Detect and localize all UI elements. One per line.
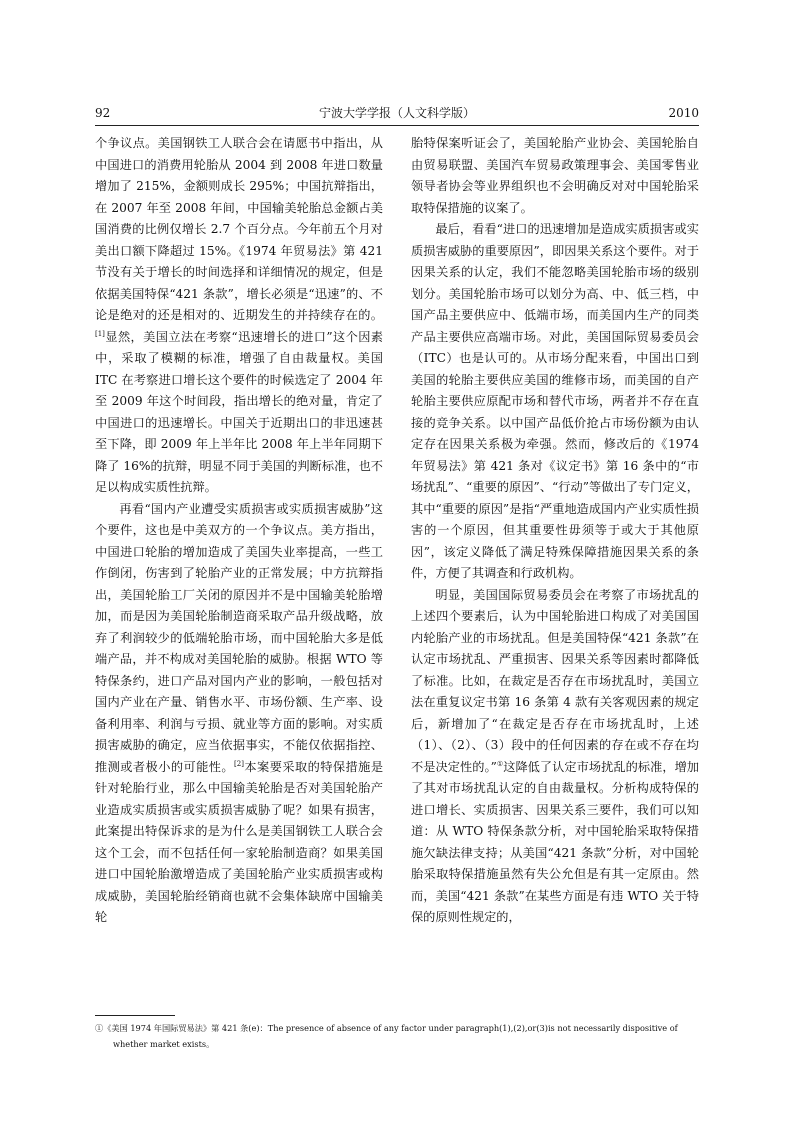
- paragraph: 胎特保案听证会了，美国轮胎产业协会、美国轮胎自由贸易联盟、美国汽车贸易政策理事会、美国零售业领导者协会等业界组织也不会明确反对对中国轮胎采取特保措施的议案了。: [411, 136, 699, 215]
- journal-title: 宁波大学学报（人文科学版）: [318, 106, 475, 120]
- paragraph-text: 本案要采取的特保措施是针对轮胎行业，那么中国输美轮胎是否对美国轮胎产业造成实质损害或实质损害威胁了呢？如果有损害，此案提出特保诉求的是为什么是美国钢铁工人联合会这个工会，而不包括任何一家轮胎制造商？如果美国进口中国轮胎激增造成了美国轮胎产业实质损害或构成威胁，美国轮胎经销商也就不会集体缺席中国输美轮: [95, 759, 384, 924]
- paragraph-text: 显然，美国立法在考察“迅速增长的进口”这个因素中，采取了模糊的标准，增强了自由裁量权。美国 ITC 在考察进口增长这个要件的时候选定了 2004 年至 2009 年这个时间段，指出增长的绝对量，肯定了中国进口的迅速增长。中国关于近期出口的非迅速甚至下降，即 2009 年上半年比 2008 年上半年同期下降了 16%的抗辩，明显不同于美国的判断标准，也不足以构成实质性抗辩。: [95, 329, 383, 494]
- paragraph-text: 明显，美国国际贸易委员会在考察了市场扰乱的上述四个要素后，认为中国轮胎进口构成了对美国国内轮胎产业的市场扰乱。但是美国特保“421 条款”在认定市场扰乱、严重损害、因果关系等因素时都降低了标准。比如，在裁定是否存在市场扰乱时，美国立法在重复议定书第 16 条第 4 款有关客观因素的规定后，新增加了“在裁定是否存在市场扰乱时，上述（1）、（2）、（3）段中的任何因素的存在或不存在均不是决定性的。”: [411, 587, 699, 774]
- footnote-rule: [95, 1015, 175, 1016]
- header-rule: [95, 125, 699, 126]
- paragraph-text: 这降低了认定市场扰乱的标准，增加了其对市场扰乱认定的自由裁量权。分析构成特保的进口增长、实质损害、因果关系三要件，我们可以知道：从 WTO 特保条款分析，对中国轮胎采取特保措施欠缺法律支持；从美国“421 条款”分析，对中国轮胎采取特保措施虽然有失公允但是有其一定原由。然而，美国“421 条款”在某些方面是有违 WTO 关于特保的原则性规定的，: [411, 759, 699, 924]
- publication-year: 2010: [668, 106, 699, 120]
- paragraph: [95, 499, 383, 929]
- paragraph-text: 再看“国内产业遭受实质损害或实质损害威胁”这个要件，这也是中美双方的一个争议点。美方指出，中国进口轮胎的增加造成了美国失业率提高，一些工作倒闭，伤害到了轮胎产业的正常发展；中方抗辩指出，美国轮胎工厂关闭的原因并不是中国输美轮胎增加，而是因为美国轮胎制造商采取产品升级战略，放弃了利润较少的低端轮胎市场，而中国轮胎大多是低端产品，并不构成对美国轮胎的威胁。根据 WTO 等特保条约，进口产品对国内产业的影响，一般包括对国内产业在产量、销售水平、市场份额、生产率、设备利用率、利润与亏损、就业等方面的影响。对实质损害威胁的确定，应当依据事实，不能仅依据指控、推测或者极小的可能性。: [95, 501, 383, 774]
- paragraph: [411, 585, 699, 929]
- citation-mark: [1]: [95, 329, 105, 338]
- left-column: [95, 133, 383, 929]
- right-column: [411, 133, 699, 929]
- footnote-line: ①《美国 1974 年国际贸易法》第 421 条(e)：The presence of absence of any factor under paragraph(1),(2),or(3)is not necessarily dispositive of: [95, 1023, 678, 1033]
- citation-mark: [2]: [234, 759, 244, 768]
- paragraph-text: 个争议点。美国钢铁工人联合会在请愿书中指出，从中国进口的消费用轮胎从 2004 到 2008 年进口数量增加了 215%，金额则成长 295%；中国抗辩指出，在 2007 年至 2008 年间，中国输美轮胎总金额占美国消费的比例仅增长 2.7 个百分点。今年前五个月对美出口额下降超过 15%。《1974 年贸易法》第 421 节没有关于增长的时间选择和详细情况的规定，但是依据美国特保“421 条款”，增长必须是“迅速”的、不论是绝对的还是相对的、近期发生的并持续存在的。: [95, 136, 383, 322]
- paragraph: [95, 133, 383, 499]
- running-header: [95, 104, 699, 122]
- footnote: [95, 1020, 699, 1052]
- footnote-mark: ①: [496, 759, 504, 768]
- page-number: 92: [95, 106, 111, 120]
- paragraph: 最后，看看“进口的迅速增加是造成实质损害或实质损害威胁的重要原因”，即因果关系这个要件。对于因果关系的认定，我们不能忽略美国轮胎市场的级别划分。美国轮胎市场可以划分为高、中、低三档，中国产品主要供应中、低端市场，而美国内生产的同类产品主要供应高端市场。对此，美国国际贸易委员会（ITC）也是认可的。从市场分配来看，中国出口到美国的轮胎主要供应美国的维修市场，而美国的自产轮胎主要供应原配市场和替代市场，两者并不存在直接的竞争关系。以中国产品低价抢占市场份额为由认定存在因果关系极为牵强。然而，修改后的《1974 年贸易法》第 421 条对《议定书》第 16 条中的“市场扰乱”、“重要的原因”、“行动”等做出了专门定义，其中“重要的原因”是指“严重地造成国内产业实质性损害的一个原因，但其重要性毋须等于或大于其他原因”，该定义降低了满足特殊保障措施因果关系的条件，方便了其调查和行政机构。: [411, 222, 699, 580]
- footnote-line: whether market exists。: [113, 1039, 215, 1049]
